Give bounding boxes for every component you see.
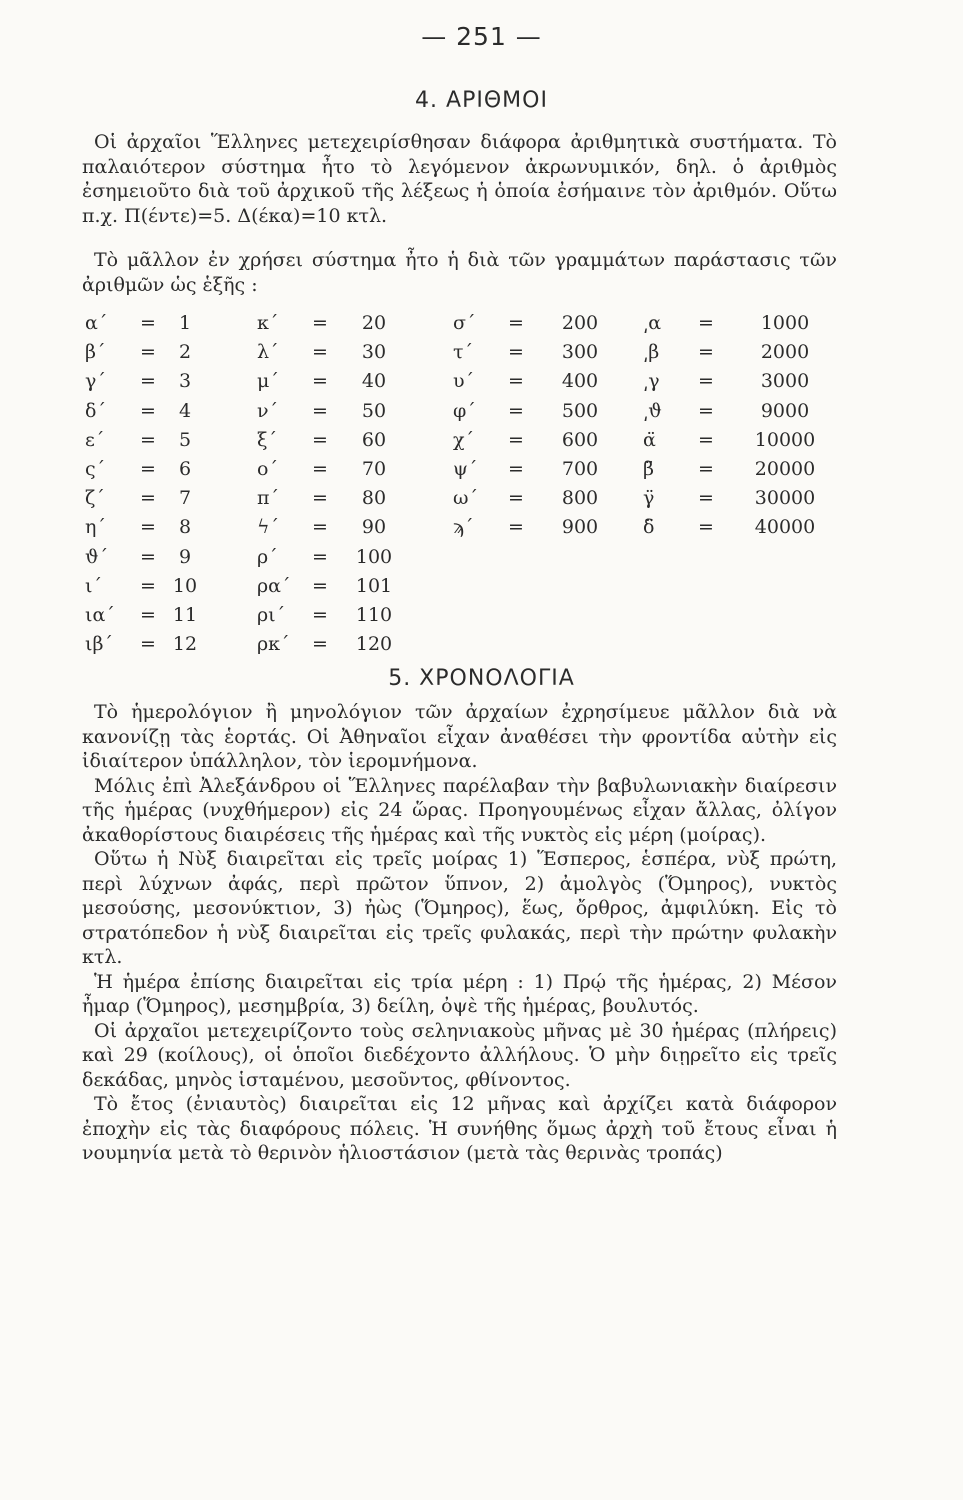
numeral-row <box>643 397 845 426</box>
paragraph-day-division: Μόλις ἐπὶ Ἀλεξάνδρου οἱ Ἕλληνες παρέλαβαν τὴν βαβυλωνιακὴν διαίρεσιν τῆς ἡμέρας (νυχθήμερον) εἰς 24 ὥρας. Προηγουμένως εἶχαν ἄλλας, ὀλίγον ἀκαθορίστους διαιρέσεις τῆς ἡμέρας καὶ τῆς νυκτὸς εἰς μέρη (μοίρας). <box>82 774 837 846</box>
equals-sign: = <box>312 428 328 451</box>
numeral-row <box>257 601 409 630</box>
numeral-value: 4 <box>178 399 192 422</box>
numeral-value: 12 <box>172 633 198 656</box>
numeral-value: 50 <box>361 399 387 422</box>
numeral-row <box>643 338 845 367</box>
equals-sign: = <box>312 312 328 334</box>
greek-numeral: α΄ <box>85 312 108 334</box>
numeral-row <box>453 338 625 367</box>
paragraph-numeral-systems: Οἱ ἀρχαῖοι Ἕλληνες μετεχειρίσθησαν διάφορα ἀριθμητικὰ συστήματα. Τὸ παλαιότερον σύστημα ἦτο τὸ λεγόμενον ἀκρωνυμικόν, δηλ. ὁ ἀριθμὸς ἐσημειοῦτο διὰ τοῦ ἀρχικοῦ τῆς λέξεως ἡ ὁποία ἐσήμαινε τὸν ἀριθμόν. Οὕτω π.χ. Π(έντε)=5. Δ(έκα)=10 κτλ. <box>82 131 837 227</box>
numeral-row <box>643 455 845 484</box>
equals-sign: = <box>312 457 328 480</box>
numeral-row <box>257 309 409 338</box>
numeral-row <box>643 426 845 455</box>
greek-numeral: ͵γ <box>643 370 660 393</box>
numeral-value: 2 <box>178 341 192 364</box>
greek-numeral: ͵α <box>643 312 662 334</box>
numeral-row <box>643 484 845 513</box>
greek-numeral: ρι΄ <box>257 603 286 626</box>
numeral-value: 7 <box>178 487 192 510</box>
numeral-value: 500 <box>561 399 599 422</box>
greek-numeral: κ΄ <box>257 312 279 334</box>
numeral-row <box>643 309 845 338</box>
numeral-row <box>85 630 203 659</box>
numeral-value: 800 <box>561 487 599 510</box>
numeral-row <box>257 367 409 396</box>
greek-numeral: γ̈ <box>643 487 655 510</box>
equals-sign: = <box>508 487 524 510</box>
numeral-value: 1 <box>178 312 192 334</box>
numeral-value: 900 <box>561 516 599 539</box>
equals-sign: = <box>140 633 156 656</box>
equals-sign: = <box>140 399 156 422</box>
equals-sign: = <box>140 370 156 393</box>
numeral-value: 400 <box>561 370 599 393</box>
equals-sign: = <box>140 516 156 539</box>
numeral-row <box>453 397 625 426</box>
equals-sign: = <box>312 370 328 393</box>
numeral-value: 3 <box>178 370 192 393</box>
numeral-row <box>85 572 203 601</box>
greek-numeral: ψ΄ <box>453 457 478 480</box>
greek-numeral: ι΄ <box>85 574 102 597</box>
numeral-value: 700 <box>561 457 599 480</box>
numeral-row <box>257 397 409 426</box>
greek-numeral: γ΄ <box>85 370 106 393</box>
paragraph-night-watches: Οὕτω ἡ Νὺξ διαιρεῖται εἰς τρεῖς μοίρας 1) Ἕσπερος, ἑσπέρα, νὺξ πρώτη, περὶ λύχνων ἀφάς, περὶ πρῶτον ὕπνον, 2) ἀμολγὸς (Ὅμηρος), νυκτὸς μεσούσης, μεσονύκτιον, 3) ἠὼς (Ὅμηρος), ἕως, ὄρθρος, ἀμφιλύκη. Εἰς τὸ στρατόπεδον ἡ νὺξ διαιρεῖται εἰς τρεῖς φυλακάς, περὶ τὴν πρώτην φυλακὴν κτλ. <box>82 848 837 968</box>
numeral-value: 2000 <box>760 341 810 364</box>
paragraph-calendar: Τὸ ἡμερολόγιον ἢ μηνολόγιον τῶν ἀρχαίων ἐχρησίμευε μᾶλλον διὰ νὰ κανονίζῃ τὰς ἑορτάς. Οἱ Ἀθηναῖοι εἶχαν ἀναθέσει τὴν φροντίδα αὐτὴν εἰς ἰδιαίτερον ὑπάλληλον, τὸν ἱερομνήμονα. <box>82 701 837 772</box>
equals-sign: = <box>312 341 328 364</box>
section-heading-chronology: 5. ΧΡΟΝΟΛΟΓΙΑ <box>388 666 575 691</box>
numeral-row <box>257 543 409 572</box>
greek-numeral: ϟ΄ <box>257 516 280 539</box>
numeral-value: 30000 <box>754 487 816 510</box>
greek-numeral: υ΄ <box>453 370 475 393</box>
paragraph-letter-numerals: Τὸ μᾶλλον ἐν χρήσει σύστημα ἦτο ἡ διὰ τῶν γραμμάτων παράστασις τῶν ἀριθμῶν ὡς ἑξῆς : <box>82 249 837 296</box>
greek-numeral: σ΄ <box>453 312 476 334</box>
greek-numeral: μ΄ <box>257 370 279 393</box>
greek-numeral: ε΄ <box>85 428 105 451</box>
numeral-value: 8 <box>178 516 192 539</box>
paragraph-months: Οἱ ἀρχαῖοι μετεχειρίζοντο τοὺς σεληνιακοὺς μῆνας μὲ 30 ἡμέρας (πλήρεις) καὶ 29 (κοίλους), οἱ ὁποῖοι διεδέχοντο ἀλλήλους. Ὁ μὴν διῃρεῖτο εἰς τρεῖς δεκάδας, μηνὸς ἱσταμένου, μεσοῦντος, φθίνοντος. <box>82 1019 837 1091</box>
numeral-row <box>85 601 203 630</box>
equals-sign: = <box>508 428 524 451</box>
equals-sign: = <box>698 516 714 539</box>
numeral-value: 100 <box>355 545 393 568</box>
greek-numeral: β̈ <box>643 457 654 480</box>
chronology-text <box>82 700 837 1166</box>
equals-sign: = <box>312 487 328 510</box>
numeral-value: 20000 <box>754 457 816 480</box>
numeral-row <box>257 572 409 601</box>
numeral-value: 110 <box>355 603 393 626</box>
equals-sign: = <box>312 574 328 597</box>
equals-sign: = <box>508 370 524 393</box>
numeral-value: 9 <box>178 545 192 568</box>
numeral-value: 90 <box>361 516 387 539</box>
equals-sign: = <box>140 603 156 626</box>
greek-numeral: η΄ <box>85 516 106 539</box>
numeral-row <box>85 513 203 542</box>
greek-numeral: ν΄ <box>257 399 279 422</box>
numeral-value: 80 <box>361 487 387 510</box>
equals-sign: = <box>508 341 524 364</box>
equals-sign: = <box>698 370 714 393</box>
numeral-row <box>643 513 845 542</box>
greek-numeral: α̈ <box>643 428 656 451</box>
numeral-value: 20 <box>361 312 387 334</box>
equals-sign: = <box>508 312 524 334</box>
greek-numeral: φ΄ <box>453 399 476 422</box>
numeral-row <box>257 513 409 542</box>
equals-sign: = <box>312 516 328 539</box>
numeral-column-units <box>85 309 203 659</box>
numeral-row <box>453 455 625 484</box>
equals-sign: = <box>140 341 156 364</box>
greek-numeral: ο΄ <box>257 457 278 480</box>
numeral-value: 101 <box>355 574 393 597</box>
numeral-row <box>453 484 625 513</box>
greek-numeral: τ΄ <box>453 341 474 364</box>
numeral-value: 120 <box>355 633 393 656</box>
numeral-row <box>257 426 409 455</box>
numeral-value: 6 <box>178 457 192 480</box>
equals-sign: = <box>508 399 524 422</box>
numeral-row <box>85 426 203 455</box>
greek-numeral: ζ΄ <box>85 487 105 510</box>
page-number: — 251 — <box>421 22 542 51</box>
equals-sign: = <box>140 457 156 480</box>
greek-numeral: δ̈ <box>643 516 655 539</box>
greek-numeral: δ΄ <box>85 399 106 422</box>
numeral-value: 3000 <box>760 370 810 393</box>
numeral-value: 1000 <box>760 312 810 334</box>
numeral-value: 11 <box>172 603 198 626</box>
numeral-column-hundreds <box>453 309 625 543</box>
numeral-row <box>85 484 203 513</box>
equals-sign: = <box>140 428 156 451</box>
paragraph-year: Τὸ ἔτος (ἐνιαυτὸς) διαιρεῖται εἰς 12 μῆνας καὶ ἀρχίζει κατὰ διάφορον ἐποχὴν εἰς τὰς διαφόρους πόλεις. Ἡ συνήθης ὅμως ἀρχὴ τοῦ ἔτους εἶναι ἡ νουμηνία μετὰ τὸ θερινὸν ἡλιοστάσιον (μετὰ τὰς θερινὰς τροπάς) <box>82 1093 837 1164</box>
numeral-row <box>643 367 845 396</box>
numeral-row <box>257 630 409 659</box>
equals-sign: = <box>508 516 524 539</box>
equals-sign: = <box>140 574 156 597</box>
numeral-row <box>453 309 625 338</box>
numeral-value: 10 <box>172 574 198 597</box>
numeral-row <box>85 309 203 338</box>
equals-sign: = <box>698 457 714 480</box>
equals-sign: = <box>698 312 714 334</box>
equals-sign: = <box>698 487 714 510</box>
greek-numeral: λ΄ <box>257 341 279 364</box>
section-heading-numbers: 4. ΑΡΙΘΜΟΙ <box>415 88 548 113</box>
numeral-row <box>453 426 625 455</box>
greek-numeral: ͵ϑ <box>643 399 662 422</box>
equals-sign: = <box>698 341 714 364</box>
numeral-row <box>257 455 409 484</box>
numeral-value: 70 <box>361 457 387 480</box>
numeral-row <box>85 367 203 396</box>
equals-sign: = <box>312 545 328 568</box>
greek-numeral: χ΄ <box>453 428 475 451</box>
numeral-value: 9000 <box>760 399 810 422</box>
numeral-column-tens <box>257 309 409 659</box>
paragraph-day-parts: Ἡ ἡμέρα ἐπίσης διαιρεῖται εἰς τρία μέρη : 1) Πρῴ τῆς ἡμέρας, 2) Μέσον ἦμαρ (Ὅμηρος), μεσημβρία, 3) δείλη, ὀψὲ τῆς ἡμέρας, βουλυτός. <box>82 970 837 1017</box>
greek-numeral: ρα΄ <box>257 574 291 597</box>
greek-numeral: ͵β <box>643 341 660 364</box>
greek-numeral: ϑ΄ <box>85 545 109 568</box>
greek-numeral: ρ΄ <box>257 545 278 568</box>
numeral-value: 10000 <box>754 428 816 451</box>
equals-sign: = <box>140 312 156 334</box>
greek-numeral: ς΄ <box>85 457 106 480</box>
numeral-value: 300 <box>561 341 599 364</box>
numeral-value: 30 <box>361 341 387 364</box>
numeral-value: 40 <box>361 370 387 393</box>
numeral-value: 5 <box>178 428 192 451</box>
equals-sign: = <box>698 428 714 451</box>
numeral-row <box>85 338 203 367</box>
numeral-row <box>85 543 203 572</box>
equals-sign: = <box>508 457 524 480</box>
greek-numeral: ϡ΄ <box>453 516 474 539</box>
numeral-value: 200 <box>561 312 599 334</box>
numeral-row <box>85 455 203 484</box>
numeral-row <box>257 338 409 367</box>
equals-sign: = <box>140 487 156 510</box>
greek-numeral: ιβ΄ <box>85 633 113 656</box>
greek-numeral: β΄ <box>85 341 106 364</box>
numeral-column-thousands <box>643 309 845 543</box>
numeral-row <box>85 397 203 426</box>
greek-numeral: ω΄ <box>453 487 478 510</box>
greek-numeral: ξ΄ <box>257 428 277 451</box>
greek-numeral: ρκ΄ <box>257 633 290 656</box>
numeral-value: 600 <box>561 428 599 451</box>
equals-sign: = <box>698 399 714 422</box>
numeral-row <box>453 513 625 542</box>
equals-sign: = <box>140 545 156 568</box>
numeral-value: 40000 <box>754 516 816 539</box>
greek-numeral: π΄ <box>257 487 279 510</box>
equals-sign: = <box>312 633 328 656</box>
numeral-row <box>453 367 625 396</box>
greek-numeral: ια΄ <box>85 603 115 626</box>
numeral-row <box>257 484 409 513</box>
equals-sign: = <box>312 603 328 626</box>
numeral-value: 60 <box>361 428 387 451</box>
equals-sign: = <box>312 399 328 422</box>
